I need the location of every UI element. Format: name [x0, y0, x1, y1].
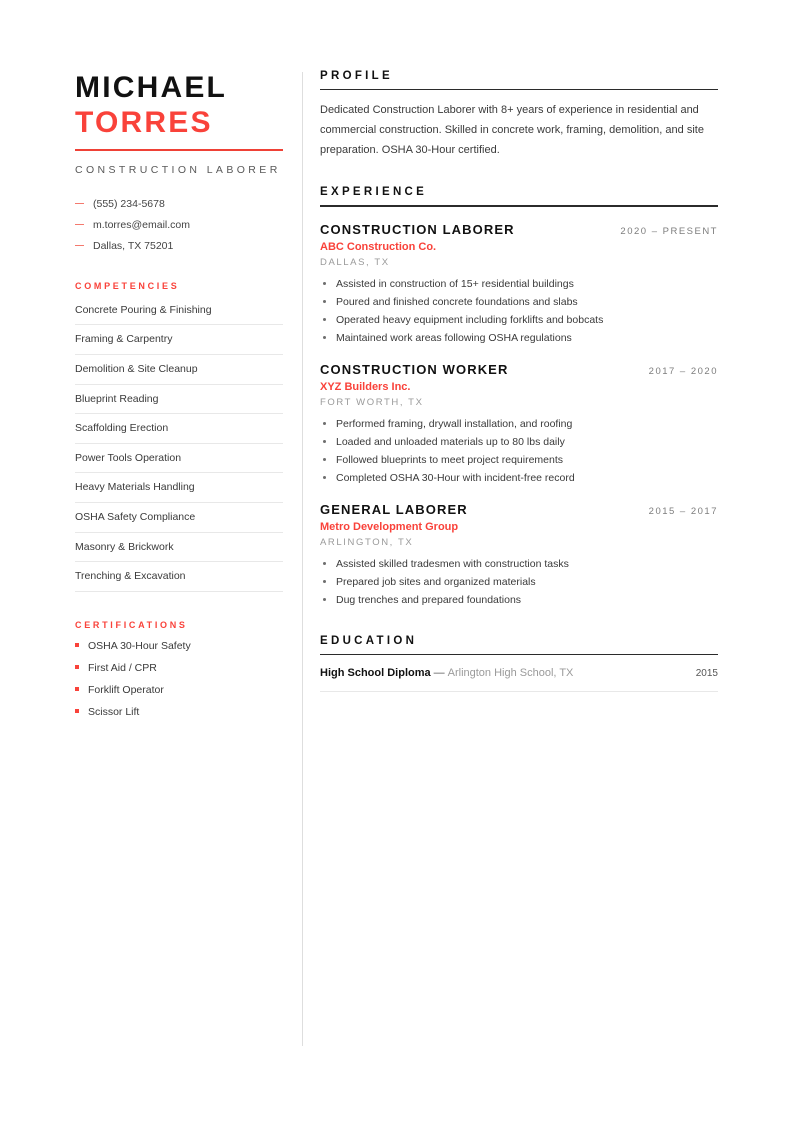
list-item — [75, 684, 283, 697]
list-item: Performed framing, drywall installation, and roofing — [320, 415, 718, 433]
main-column — [320, 70, 718, 692]
job-title: CONSTRUCTION LABORER — [75, 163, 281, 176]
job-bullets — [320, 415, 718, 487]
contact-item-phone[interactable] — [75, 198, 283, 211]
list-item: Masonry & Brickwork — [75, 533, 283, 563]
experience-entry-header — [320, 362, 718, 377]
list-item: Scaffolding Erection — [75, 414, 283, 444]
dash-icon — [75, 224, 84, 226]
education-separator: — — [433, 667, 445, 680]
list-item: Loaded and unloaded materials up to 80 lbs daily — [320, 433, 718, 451]
list-item: Completed OSHA 30-Hour with incident-free record — [320, 469, 718, 487]
list-item: Dug trenches and prepared foundations — [320, 591, 718, 609]
list-item: Demolition & Site Cleanup — [75, 355, 283, 385]
job-location: FORT WORTH, TX — [320, 396, 424, 408]
list-item: Prepared job sites and organized materials — [320, 573, 718, 591]
contact-phone-text: (555) 234-5678 — [93, 198, 165, 211]
certifications-heading: CERTIFICATIONS — [75, 619, 188, 630]
square-bullet-icon — [75, 643, 79, 647]
job-company: XYZ Builders Inc. — [320, 380, 411, 393]
education-degree: High School Diploma — [320, 667, 431, 680]
list-item: Maintained work areas following OSHA regulations — [320, 329, 718, 347]
contact-list — [75, 198, 283, 253]
experience-entry — [320, 222, 718, 347]
list-item — [75, 640, 283, 653]
certification-label: First Aid / CPR — [88, 661, 157, 674]
experience-entry-header — [320, 222, 718, 237]
job-company: ABC Construction Co. — [320, 240, 437, 253]
job-dates: 2020 – PRESENT — [620, 225, 718, 237]
list-item: Concrete Pouring & Finishing — [75, 301, 283, 326]
dash-icon — [75, 245, 84, 247]
section-underline — [320, 205, 718, 206]
list-item: Blueprint Reading — [75, 385, 283, 415]
square-bullet-icon — [75, 665, 79, 669]
education-heading: EDUCATION — [320, 635, 418, 648]
education-year: 2015 — [695, 668, 718, 680]
dash-icon — [75, 203, 84, 205]
last-name: TORRES — [75, 106, 213, 140]
experience-entry-header — [320, 502, 718, 517]
list-item: Assisted in construction of 15+ residential buildings — [320, 275, 718, 293]
job-company: Metro Development Group — [320, 520, 459, 533]
job-location: DALLAS, TX — [320, 256, 390, 268]
education-entry — [320, 655, 718, 692]
profile-heading: PROFILE — [320, 70, 393, 82]
name-underline — [75, 149, 283, 151]
job-role: GENERAL LABORER — [320, 501, 468, 517]
square-bullet-icon — [75, 709, 79, 713]
contact-location-text: Dallas, TX 75201 — [93, 240, 174, 253]
job-role: CONSTRUCTION LABORER — [320, 221, 515, 237]
education-section — [320, 635, 718, 692]
list-item: Poured and finished concrete foundations and slabs — [320, 293, 718, 311]
list-item — [75, 706, 283, 719]
certification-label: Scissor Lift — [88, 706, 140, 719]
job-dates: 2017 – 2020 — [648, 365, 718, 377]
list-item: Assisted skilled tradesmen with construction tasks — [320, 555, 718, 573]
experience-heading: EXPERIENCE — [320, 186, 428, 199]
job-role: CONSTRUCTION WORKER — [320, 361, 509, 377]
list-item: Power Tools Operation — [75, 444, 283, 474]
certifications-list — [75, 640, 283, 719]
competencies-list — [75, 301, 283, 592]
certification-label: Forklift Operator — [88, 684, 164, 696]
profile-section — [320, 70, 718, 160]
sidebar-column — [75, 70, 283, 728]
education-school: Arlington High School, TX — [447, 667, 574, 680]
list-item: Trenching & Excavation — [75, 562, 283, 592]
job-bullets — [320, 555, 718, 609]
section-underline — [320, 89, 718, 90]
experience-entry — [320, 502, 718, 609]
column-divider — [302, 72, 303, 1046]
list-item — [75, 662, 283, 675]
experience-section — [320, 186, 718, 609]
contact-item-location[interactable] — [75, 240, 283, 253]
list-item: Operated heavy equipment including forklifts and bobcats — [320, 311, 718, 329]
job-bullets — [320, 275, 718, 347]
profile-text: Dedicated Construction Laborer with 8+ years of experience in residential and commercial construction. Skilled in concrete work, framing, demolition, and site preparation. OSHA 30-Hour certified. — [320, 104, 704, 156]
name-block — [75, 70, 283, 179]
contact-item-email[interactable] — [75, 219, 283, 232]
list-item: Framing & Carpentry — [75, 325, 283, 355]
certification-label: OSHA 30-Hour Safety — [88, 639, 191, 652]
experience-entry — [320, 362, 718, 487]
list-item: Heavy Materials Handling — [75, 473, 283, 503]
education-entry-text — [320, 667, 573, 679]
contact-email-text: m.torres@email.com — [93, 219, 191, 232]
job-dates: 2015 – 2017 — [648, 505, 718, 517]
competencies-heading: COMPETENCIES — [75, 280, 180, 291]
list-item: OSHA Safety Compliance — [75, 503, 283, 533]
job-location: ARLINGTON, TX — [320, 536, 414, 548]
square-bullet-icon — [75, 687, 79, 691]
list-item: Followed blueprints to meet project requirements — [320, 451, 718, 469]
first-name: MICHAEL — [75, 71, 228, 104]
